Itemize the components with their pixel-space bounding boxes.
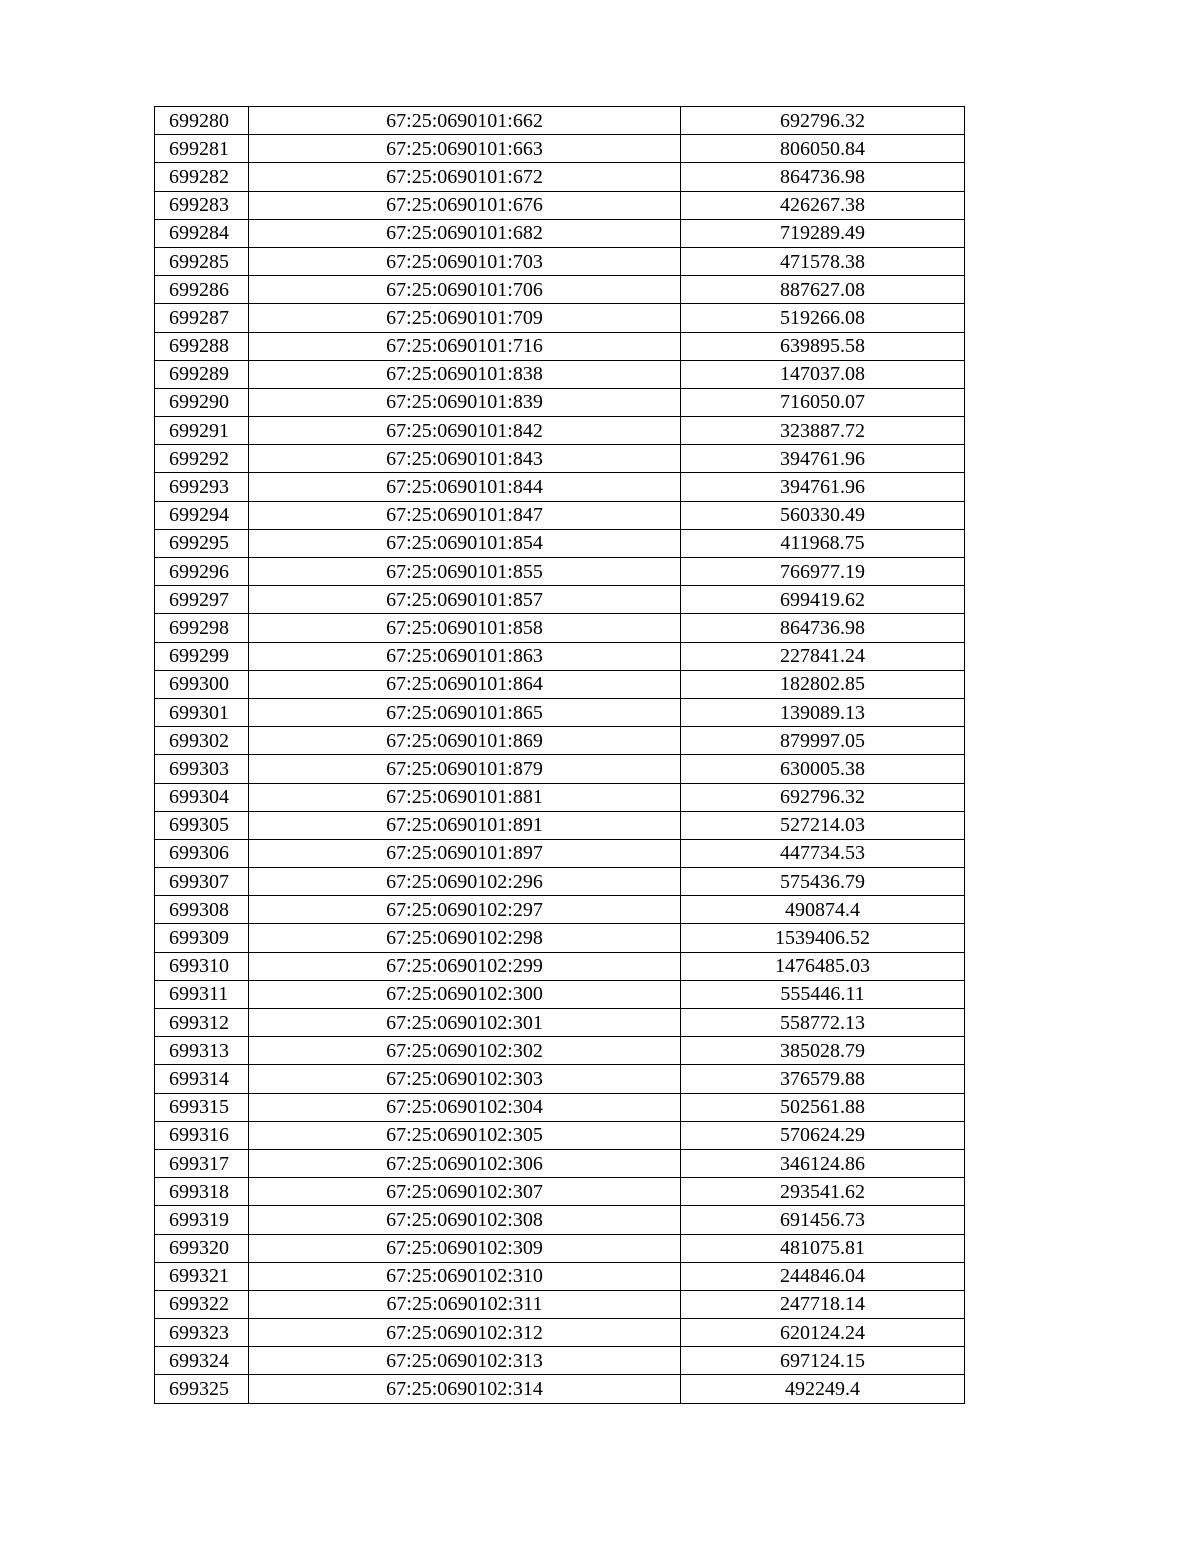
cadastral-number-cell: 67:25:0690102:298 bbox=[249, 924, 681, 952]
cadastral-number-cell: 67:25:0690101:709 bbox=[249, 304, 681, 332]
row-number-cell: 699284 bbox=[155, 219, 249, 247]
table-row bbox=[155, 783, 965, 811]
row-number-cell: 699281 bbox=[155, 135, 249, 163]
cadastral-number-cell: 67:25:0690101:703 bbox=[249, 247, 681, 275]
cadastral-value-cell: 1539406.52 bbox=[681, 924, 965, 952]
cadastral-number-cell: 67:25:0690101:663 bbox=[249, 135, 681, 163]
table-row bbox=[155, 614, 965, 642]
cadastral-value-cell: 691456.73 bbox=[681, 1206, 965, 1234]
table-row bbox=[155, 1009, 965, 1037]
cadastral-number-cell: 67:25:0690101:857 bbox=[249, 586, 681, 614]
row-number-cell: 699320 bbox=[155, 1234, 249, 1262]
row-number-cell: 699283 bbox=[155, 191, 249, 219]
table-row bbox=[155, 1319, 965, 1347]
cadastral-value-cell: 293541.62 bbox=[681, 1178, 965, 1206]
cadastral-value-cell: 560330.49 bbox=[681, 501, 965, 529]
table-row bbox=[155, 558, 965, 586]
cadastral-value-cell: 502561.88 bbox=[681, 1093, 965, 1121]
table-row bbox=[155, 1347, 965, 1375]
table-row bbox=[155, 896, 965, 924]
cadastral-value-cell: 620124.24 bbox=[681, 1319, 965, 1347]
row-number-cell: 699294 bbox=[155, 501, 249, 529]
row-number-cell: 699293 bbox=[155, 473, 249, 501]
cadastral-number-cell: 67:25:0690101:854 bbox=[249, 529, 681, 557]
table-row bbox=[155, 360, 965, 388]
cadastral-number-cell: 67:25:0690102:305 bbox=[249, 1121, 681, 1149]
table-row bbox=[155, 727, 965, 755]
cadastral-number-cell: 67:25:0690102:308 bbox=[249, 1206, 681, 1234]
row-number-cell: 699321 bbox=[155, 1262, 249, 1290]
cadastral-number-cell: 67:25:0690102:304 bbox=[249, 1093, 681, 1121]
row-number-cell: 699304 bbox=[155, 783, 249, 811]
row-number-cell: 699280 bbox=[155, 107, 249, 135]
row-number-cell: 699299 bbox=[155, 642, 249, 670]
cadastral-number-cell: 67:25:0690101:682 bbox=[249, 219, 681, 247]
table-row bbox=[155, 1262, 965, 1290]
cadastral-value-cell: 411968.75 bbox=[681, 529, 965, 557]
cadastral-value-cell: 394761.96 bbox=[681, 473, 965, 501]
cadastral-value-cell: 555446.11 bbox=[681, 980, 965, 1008]
cadastral-number-cell: 67:25:0690102:311 bbox=[249, 1290, 681, 1318]
row-number-cell: 699295 bbox=[155, 529, 249, 557]
cadastral-number-cell: 67:25:0690101:716 bbox=[249, 332, 681, 360]
row-number-cell: 699309 bbox=[155, 924, 249, 952]
cadastral-number-cell: 67:25:0690101:843 bbox=[249, 445, 681, 473]
cadastral-number-cell: 67:25:0690102:299 bbox=[249, 952, 681, 980]
table-row bbox=[155, 473, 965, 501]
cadastral-number-cell: 67:25:0690101:839 bbox=[249, 388, 681, 416]
cadastral-value-cell: 716050.07 bbox=[681, 388, 965, 416]
cadastral-value-cell: 864736.98 bbox=[681, 614, 965, 642]
row-number-cell: 699292 bbox=[155, 445, 249, 473]
cadastral-number-cell: 67:25:0690101:869 bbox=[249, 727, 681, 755]
row-number-cell: 699314 bbox=[155, 1065, 249, 1093]
table-row bbox=[155, 107, 965, 135]
cadastral-number-cell: 67:25:0690101:662 bbox=[249, 107, 681, 135]
cadastral-number-cell: 67:25:0690102:300 bbox=[249, 980, 681, 1008]
cadastral-value-cell: 519266.08 bbox=[681, 304, 965, 332]
cadastral-value-cell: 1476485.03 bbox=[681, 952, 965, 980]
row-number-cell: 699302 bbox=[155, 727, 249, 755]
cadastral-value-cell: 394761.96 bbox=[681, 445, 965, 473]
table-row bbox=[155, 1065, 965, 1093]
cadastral-value-cell: 471578.38 bbox=[681, 247, 965, 275]
row-number-cell: 699306 bbox=[155, 839, 249, 867]
cadastral-number-cell: 67:25:0690101:863 bbox=[249, 642, 681, 670]
row-number-cell: 699297 bbox=[155, 586, 249, 614]
table-row bbox=[155, 1121, 965, 1149]
table-row bbox=[155, 952, 965, 980]
row-number-cell: 699290 bbox=[155, 388, 249, 416]
cadastral-value-cell: 376579.88 bbox=[681, 1065, 965, 1093]
cadastral-value-cell: 147037.08 bbox=[681, 360, 965, 388]
table-row bbox=[155, 1037, 965, 1065]
row-number-cell: 699312 bbox=[155, 1009, 249, 1037]
row-number-cell: 699291 bbox=[155, 417, 249, 445]
table-row bbox=[155, 755, 965, 783]
table-row bbox=[155, 445, 965, 473]
cadastral-value-cell: 887627.08 bbox=[681, 276, 965, 304]
cadastral-value-cell: 630005.38 bbox=[681, 755, 965, 783]
cadastral-value-cell: 639895.58 bbox=[681, 332, 965, 360]
table-row bbox=[155, 501, 965, 529]
cadastral-value-cell: 426267.38 bbox=[681, 191, 965, 219]
table-row bbox=[155, 811, 965, 839]
cadastral-value-cell: 692796.32 bbox=[681, 107, 965, 135]
table-row bbox=[155, 839, 965, 867]
row-number-cell: 699322 bbox=[155, 1290, 249, 1318]
cadastral-number-cell: 67:25:0690102:301 bbox=[249, 1009, 681, 1037]
row-number-cell: 699287 bbox=[155, 304, 249, 332]
cadastral-number-cell: 67:25:0690102:310 bbox=[249, 1262, 681, 1290]
cadastral-value-cell: 244846.04 bbox=[681, 1262, 965, 1290]
table-body bbox=[155, 107, 965, 1404]
row-number-cell: 699307 bbox=[155, 868, 249, 896]
cadastral-number-cell: 67:25:0690101:844 bbox=[249, 473, 681, 501]
row-number-cell: 699289 bbox=[155, 360, 249, 388]
cadastral-value-cell: 492249.4 bbox=[681, 1375, 965, 1403]
row-number-cell: 699311 bbox=[155, 980, 249, 1008]
cadastral-number-cell: 67:25:0690101:672 bbox=[249, 163, 681, 191]
table-row bbox=[155, 276, 965, 304]
table-row bbox=[155, 924, 965, 952]
table-row bbox=[155, 1234, 965, 1262]
row-number-cell: 699310 bbox=[155, 952, 249, 980]
table-row bbox=[155, 388, 965, 416]
row-number-cell: 699303 bbox=[155, 755, 249, 783]
cadastral-number-cell: 67:25:0690101:864 bbox=[249, 670, 681, 698]
table-row bbox=[155, 135, 965, 163]
table-row bbox=[155, 1375, 965, 1403]
cadastral-number-cell: 67:25:0690101:838 bbox=[249, 360, 681, 388]
row-number-cell: 699319 bbox=[155, 1206, 249, 1234]
cadastral-number-cell: 67:25:0690101:881 bbox=[249, 783, 681, 811]
cadastral-number-cell: 67:25:0690101:855 bbox=[249, 558, 681, 586]
table-row bbox=[155, 1093, 965, 1121]
row-number-cell: 699300 bbox=[155, 670, 249, 698]
row-number-cell: 699315 bbox=[155, 1093, 249, 1121]
cadastral-number-cell: 67:25:0690102:302 bbox=[249, 1037, 681, 1065]
table-row bbox=[155, 247, 965, 275]
cadastral-value-cell: 719289.49 bbox=[681, 219, 965, 247]
cadastral-value-cell: 527214.03 bbox=[681, 811, 965, 839]
table-row bbox=[155, 868, 965, 896]
table-row bbox=[155, 529, 965, 557]
cadastral-number-cell: 67:25:0690102:296 bbox=[249, 868, 681, 896]
cadastral-value-cell: 247718.14 bbox=[681, 1290, 965, 1318]
row-number-cell: 699325 bbox=[155, 1375, 249, 1403]
cadastral-number-cell: 67:25:0690102:312 bbox=[249, 1319, 681, 1347]
cadastral-value-cell: 692796.32 bbox=[681, 783, 965, 811]
row-number-cell: 699313 bbox=[155, 1037, 249, 1065]
table-row bbox=[155, 698, 965, 726]
cadastral-value-cell: 766977.19 bbox=[681, 558, 965, 586]
cadastral-number-cell: 67:25:0690102:309 bbox=[249, 1234, 681, 1262]
cadastral-number-cell: 67:25:0690102:297 bbox=[249, 896, 681, 924]
table-row bbox=[155, 163, 965, 191]
cadastral-number-cell: 67:25:0690102:303 bbox=[249, 1065, 681, 1093]
row-number-cell: 699296 bbox=[155, 558, 249, 586]
cadastral-value-cell: 385028.79 bbox=[681, 1037, 965, 1065]
table-row bbox=[155, 219, 965, 247]
table-row bbox=[155, 417, 965, 445]
table-row bbox=[155, 332, 965, 360]
row-number-cell: 699301 bbox=[155, 698, 249, 726]
cadastral-value-cell: 490874.4 bbox=[681, 896, 965, 924]
cadastral-number-cell: 67:25:0690101:706 bbox=[249, 276, 681, 304]
cadastral-number-cell: 67:25:0690101:858 bbox=[249, 614, 681, 642]
cadastral-value-cell: 558772.13 bbox=[681, 1009, 965, 1037]
row-number-cell: 699317 bbox=[155, 1149, 249, 1177]
cadastral-value-cell: 139089.13 bbox=[681, 698, 965, 726]
cadastral-number-cell: 67:25:0690102:314 bbox=[249, 1375, 681, 1403]
row-number-cell: 699316 bbox=[155, 1121, 249, 1149]
table-row bbox=[155, 191, 965, 219]
row-number-cell: 699308 bbox=[155, 896, 249, 924]
cadastral-value-cell: 447734.53 bbox=[681, 839, 965, 867]
cadastral-value-cell: 864736.98 bbox=[681, 163, 965, 191]
row-number-cell: 699288 bbox=[155, 332, 249, 360]
cadastral-value-cell: 575436.79 bbox=[681, 868, 965, 896]
table-row bbox=[155, 1149, 965, 1177]
cadastral-number-cell: 67:25:0690102:307 bbox=[249, 1178, 681, 1206]
table-row bbox=[155, 586, 965, 614]
row-number-cell: 699282 bbox=[155, 163, 249, 191]
cadastral-value-cell: 182802.85 bbox=[681, 670, 965, 698]
table-row bbox=[155, 980, 965, 1008]
cadastral-number-cell: 67:25:0690102:306 bbox=[249, 1149, 681, 1177]
table-row bbox=[155, 1206, 965, 1234]
cadastral-value-cell: 346124.86 bbox=[681, 1149, 965, 1177]
cadastral-value-cell: 323887.72 bbox=[681, 417, 965, 445]
cadastral-number-cell: 67:25:0690101:891 bbox=[249, 811, 681, 839]
row-number-cell: 699286 bbox=[155, 276, 249, 304]
cadastral-value-table bbox=[154, 106, 965, 1404]
cadastral-number-cell: 67:25:0690101:842 bbox=[249, 417, 681, 445]
cadastral-number-cell: 67:25:0690102:313 bbox=[249, 1347, 681, 1375]
cadastral-number-cell: 67:25:0690101:897 bbox=[249, 839, 681, 867]
cadastral-number-cell: 67:25:0690101:865 bbox=[249, 698, 681, 726]
cadastral-number-cell: 67:25:0690101:879 bbox=[249, 755, 681, 783]
row-number-cell: 699305 bbox=[155, 811, 249, 839]
cadastral-value-cell: 699419.62 bbox=[681, 586, 965, 614]
row-number-cell: 699298 bbox=[155, 614, 249, 642]
cadastral-value-cell: 806050.84 bbox=[681, 135, 965, 163]
row-number-cell: 699318 bbox=[155, 1178, 249, 1206]
row-number-cell: 699285 bbox=[155, 247, 249, 275]
cadastral-number-cell: 67:25:0690101:847 bbox=[249, 501, 681, 529]
cadastral-value-cell: 570624.29 bbox=[681, 1121, 965, 1149]
table-row bbox=[155, 642, 965, 670]
table-row bbox=[155, 670, 965, 698]
cadastral-number-cell: 67:25:0690101:676 bbox=[249, 191, 681, 219]
table-row bbox=[155, 304, 965, 332]
cadastral-value-cell: 227841.24 bbox=[681, 642, 965, 670]
cadastral-value-cell: 697124.15 bbox=[681, 1347, 965, 1375]
table-row bbox=[155, 1178, 965, 1206]
cadastral-value-cell: 879997.05 bbox=[681, 727, 965, 755]
row-number-cell: 699324 bbox=[155, 1347, 249, 1375]
row-number-cell: 699323 bbox=[155, 1319, 249, 1347]
cadastral-value-cell: 481075.81 bbox=[681, 1234, 965, 1262]
table-row bbox=[155, 1290, 965, 1318]
